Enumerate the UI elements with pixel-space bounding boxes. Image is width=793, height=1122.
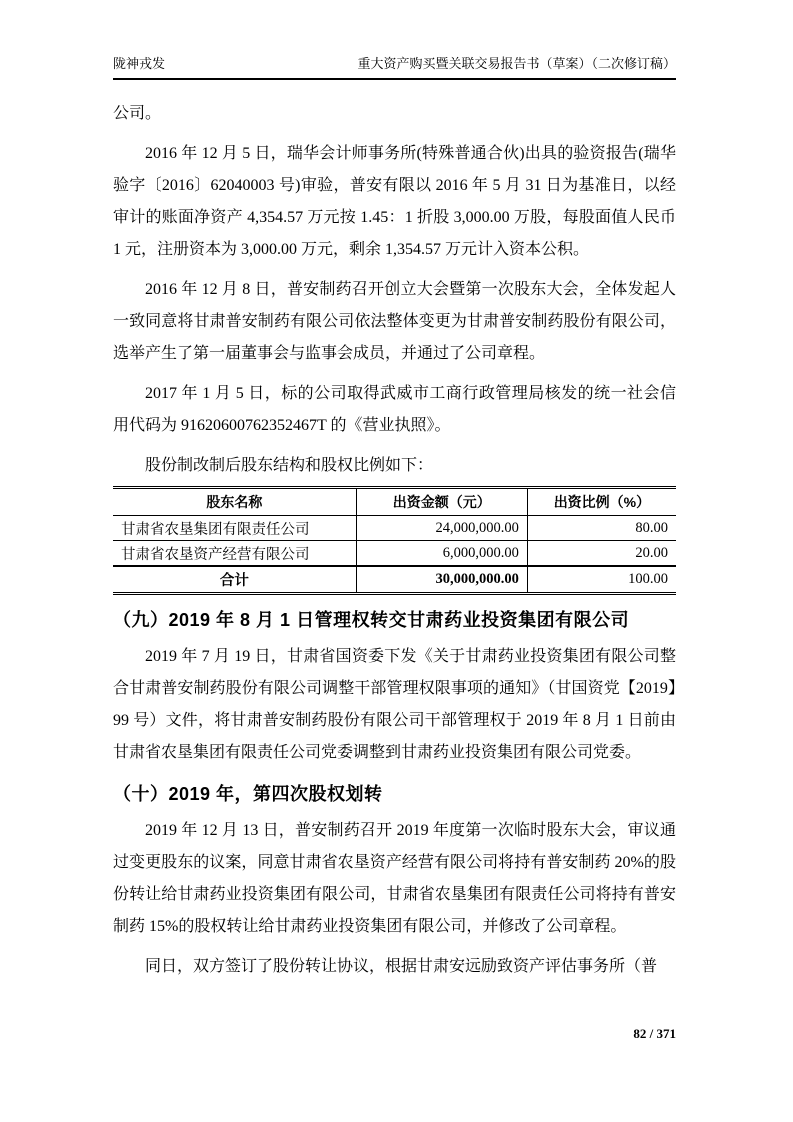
ratio-cell: 20.00 bbox=[527, 541, 676, 567]
page-header bbox=[113, 55, 676, 80]
shareholder-name-cell: 甘肃省农垦集团有限责任公司 bbox=[113, 516, 356, 541]
total-label-cell: 合计 bbox=[113, 566, 356, 594]
paragraph-management-transfer: 2019 年 7 月 19 日，甘肃省国资委下发《关于甘肃药业投资集团有限公司整合甘肃普安制药股份有限公司调整干部管理权限事项的通知》（甘国资党【2019】99 号）文件，将甘肃普安制药股份有限公司干部管理权于 2019 年 8 月 1 日前由甘肃省农垦集团有限责任公司党委调整到甘肃药业投资集团有限公司党委。 bbox=[113, 648, 676, 761]
table-row bbox=[113, 516, 676, 541]
section-heading-10: （十）2019 年，第四次股权划转 bbox=[113, 784, 383, 804]
column-header-shareholder-name: 股东名称 bbox=[113, 488, 356, 516]
total-ratio-cell: 100.00 bbox=[527, 566, 676, 594]
paragraph-transfer-agreement: 同日，双方签订了股份转让协议，根据甘肃安远励致资产评估事务所（普 bbox=[145, 958, 658, 975]
paragraph-capital-verification: 2016 年 12 月 5 日，瑞华会计师事务所(特殊普通合伙)出具的验资报告(瑞华验字〔2016〕62040003 号)审验，普安有限以 2016 年 5 月 31 日为基准日，以经审计的账面净资产 4,354.57 万元按 1.45：1 折股 3,000.00 万股，每股面值人民币 1 元，注册资本为 3,000.00 万元，剩余 1,354.57 万元计入资本公积。 bbox=[113, 145, 676, 258]
amount-cell: 24,000,000.00 bbox=[356, 516, 527, 541]
header-company-short-name: 陇神戎发 bbox=[113, 56, 166, 71]
paragraph-equity-transfer: 2019 年 12 月 13 日，普安制药召开 2019 年度第一次临时股东大会，审议通过变更股东的议案，同意甘肃省农垦资产经营有限公司将持有普安制药 20%的股份转让给甘肃药业投资集团有限公司，甘肃省农垦集团有限责任公司将持有普安制药 15%的股权转让给甘肃药业投资集团有限公司，并修改了公司章程。 bbox=[113, 822, 676, 935]
paragraph-continuation: 公司。 bbox=[113, 105, 162, 122]
paragraph-business-license: 2017 年 1 月 5 日，标的公司取得武威市工商行政管理局核发的统一社会信用代码为 91620600762352467T 的《营业执照》。 bbox=[113, 385, 676, 434]
page-number: 82 / 371 bbox=[633, 1026, 676, 1041]
table-row bbox=[113, 541, 676, 567]
amount-cell: 6,000,000.00 bbox=[356, 541, 527, 567]
table-total-row bbox=[113, 566, 676, 594]
header-report-title: 重大资产购买暨关联交易报告书（草案）（二次修订稿） bbox=[357, 56, 676, 71]
column-header-contribution-ratio: 出资比例（%） bbox=[527, 488, 676, 516]
total-amount-cell: 30,000,000.00 bbox=[356, 566, 527, 594]
table-intro-text: 股份制改制后股东结构和股权比例如下： bbox=[145, 457, 434, 474]
section-heading-9: （九）2019 年 8 月 1 日管理权转交甘肃药业投资集团有限公司 bbox=[113, 610, 630, 630]
table-header-row bbox=[113, 488, 676, 516]
paragraph-founding-meeting: 2016 年 12 月 8 日，普安制药召开创立大会暨第一次股东大会，全体发起人一致同意将甘肃普安制药有限公司依法整体变更为甘肃普安制药股份有限公司，选举产生了第一届董事会与监事会成员，并通过了公司章程。 bbox=[113, 281, 676, 362]
ratio-cell: 80.00 bbox=[527, 516, 676, 541]
column-header-contribution-amount: 出资金额（元） bbox=[356, 488, 527, 516]
shareholder-structure-table bbox=[113, 486, 676, 595]
shareholder-name-cell: 甘肃省农垦资产经营有限公司 bbox=[113, 541, 356, 567]
